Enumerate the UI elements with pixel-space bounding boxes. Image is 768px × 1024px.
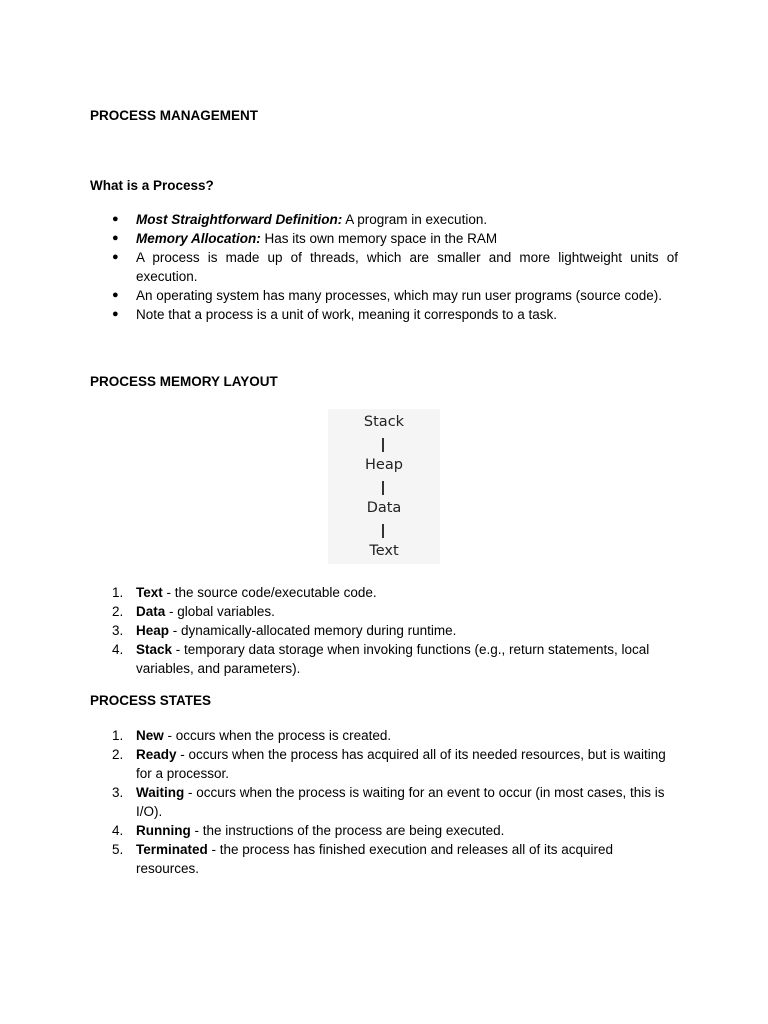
list-number: 3. (112, 623, 124, 638)
list-item (90, 745, 678, 783)
list-item (90, 583, 678, 602)
list-term: Text (136, 585, 163, 600)
what-is-bullet-list (90, 210, 678, 324)
list-desc: - temporary data storage when invoking functions (e.g., return statements, local variables, and parameters). (136, 642, 650, 676)
list-item (90, 640, 678, 678)
list-term: New (136, 728, 164, 743)
list-term: Ready (136, 747, 177, 762)
bullet-item (90, 248, 678, 286)
list-item (90, 840, 678, 878)
diagram-connector (382, 481, 384, 495)
list-term: Terminated (136, 842, 208, 857)
bullet-item (90, 229, 678, 248)
bullet-label: Most Straightforward Definition: (136, 212, 343, 227)
bullet-text: A program in execution. (342, 212, 488, 227)
list-number: 2. (112, 747, 124, 762)
list-desc: - the process has finished execution and releases all of its acquired resources. (136, 842, 613, 876)
list-item (90, 726, 678, 745)
process-states-list (90, 726, 678, 878)
diagram-connector (382, 438, 384, 452)
bullet-item (90, 305, 678, 324)
bullet-item (90, 210, 678, 229)
what-is-heading: What is a Process? (90, 178, 214, 193)
list-item (90, 821, 678, 840)
list-item (90, 602, 678, 621)
bullet-text: Has its own memory space in the RAM (260, 231, 498, 246)
list-desc: - occurs when the process is created. (163, 728, 392, 743)
list-term: Running (136, 823, 191, 838)
list-desc: - occurs when the process has acquired all of its needed resources, but is waiting for a processor. (136, 747, 666, 781)
list-term: Data (136, 604, 166, 619)
list-item (90, 783, 678, 821)
diagram-label-heap: Heap (365, 457, 403, 473)
list-desc: - occurs when the process is waiting for an event to occur (in most cases, this is I/O). (136, 785, 665, 819)
list-term: Heap (136, 623, 170, 638)
list-desc: - the instructions of the process are being executed. (190, 823, 505, 838)
list-number: 4. (112, 823, 124, 838)
list-term: Stack (136, 642, 173, 657)
process-states-heading: PROCESS STATES (90, 693, 212, 708)
memory-layout-diagram (328, 409, 440, 564)
list-desc: - the source code/executable code. (162, 585, 377, 600)
bullet-text: Note that a process is a unit of work, meaning it corresponds to a task. (136, 307, 557, 322)
list-number: 2. (112, 604, 124, 619)
list-number: 4. (112, 642, 124, 657)
bullet-text: An operating system has many processes, which may run user programs (source code). (136, 288, 662, 303)
diagram-label-text: Text (369, 543, 399, 559)
page-title: PROCESS MANAGEMENT (90, 108, 259, 123)
list-desc: - global variables. (165, 604, 275, 619)
list-number: 5. (112, 842, 124, 857)
bullet-text: A process is made up of threads, which are smaller and more lightweight units of execution. (136, 250, 678, 284)
memory-layout-heading: PROCESS MEMORY LAYOUT (90, 374, 278, 389)
list-item (90, 621, 678, 640)
list-desc: - dynamically-allocated memory during runtime. (169, 623, 457, 638)
list-term: Waiting (136, 785, 185, 800)
diagram-label-data: Data (366, 500, 402, 516)
diagram-label-stack: Stack (363, 414, 405, 430)
diagram-connector (382, 524, 384, 538)
bullet-label: Memory Allocation: (136, 231, 261, 246)
bullet-item (90, 286, 678, 305)
memory-layout-list (90, 583, 678, 678)
list-number: 3. (112, 785, 124, 800)
list-number: 1. (112, 728, 124, 743)
list-number: 1. (112, 585, 124, 600)
